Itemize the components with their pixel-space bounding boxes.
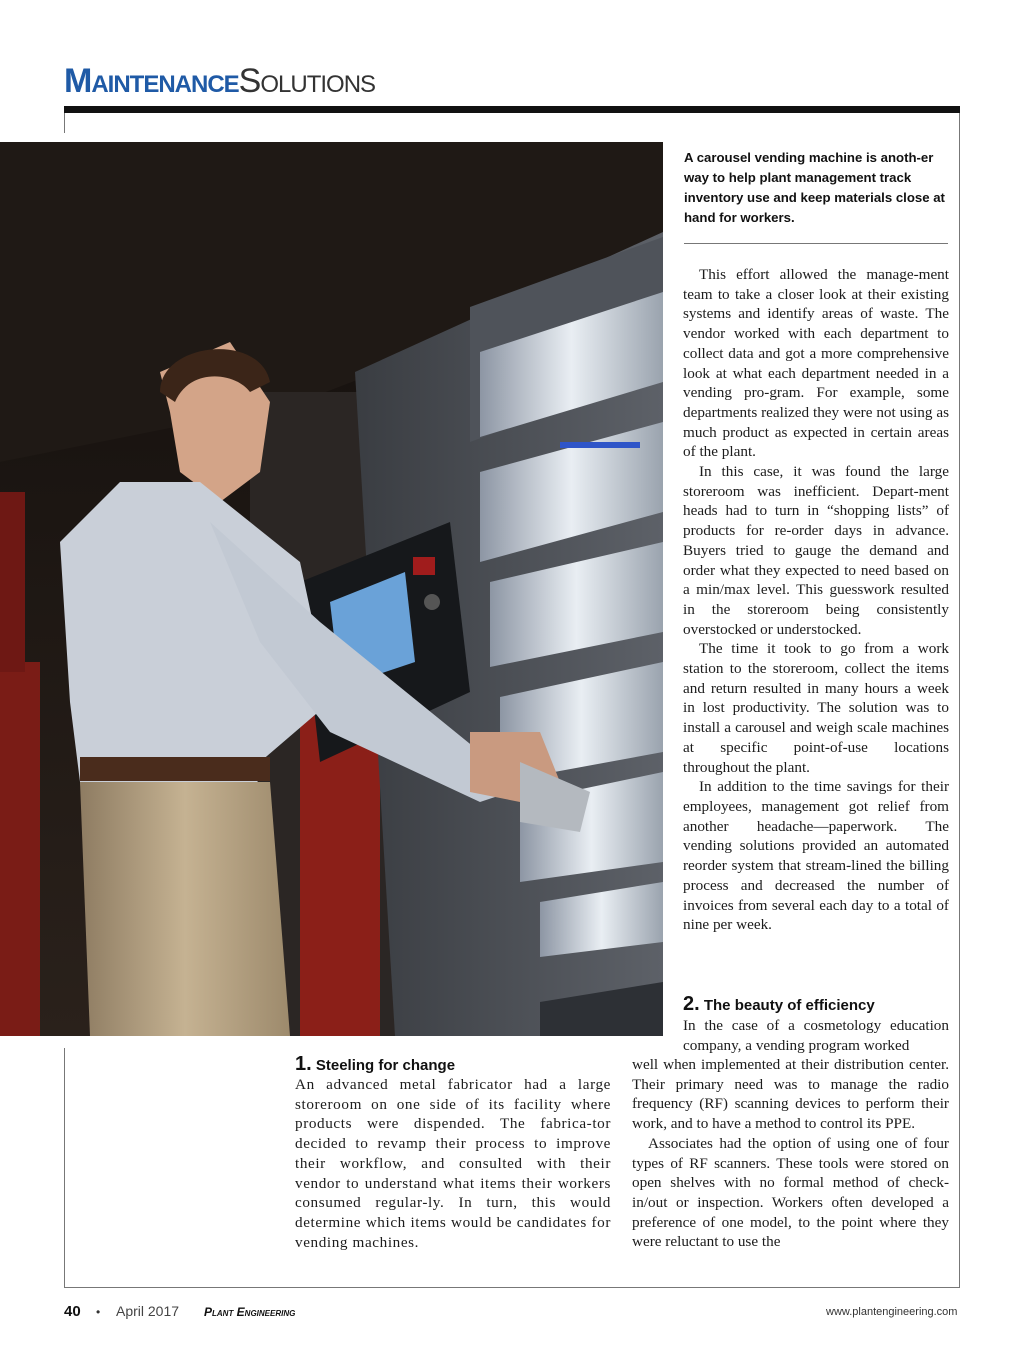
header-title-bold: Maintenance [64,62,239,100]
paragraph: In the case of a cosmetology education company, a vending program worked [683,1017,949,1054]
section-2-text-start [683,1016,949,1055]
paragraph: In addition to the time savings for their employees, management got relief from another headache—paperwork. The vending solutions provided an automated reorder system that stream-lined the billing process and decreased the number of invoices from several each day to a total of nine per week. [683,778,949,934]
section-1-text [295,1075,611,1252]
section-2-number: 2. [683,993,700,1015]
section-1-title: Steeling for change [315,1057,456,1074]
magazine-name: Plant Engineering [204,1305,296,1319]
frame-line [64,1287,960,1288]
photo-caption: A carousel vending machine is anoth-er way to help plant management track inventory use and keep materials close at hand for workers. [684,150,945,225]
section-2-text-continued [632,1055,949,1252]
website-url: www.plantengineering.com [826,1306,958,1318]
frame-line [64,113,65,133]
section-2-title: The beauty of efficiency [703,997,875,1014]
paragraph: In this case, it was found the large storeroom was inefficient. Depart-ment heads had to turn in “shopping lists” of products for re-order days in advance. Buyers tried to gauge the demand and order what they expected to need based on a min/max level. This guesswork resulted in the storeroom being consistently overstocked or understocked. [683,463,949,638]
paragraph: The time it took to go from a work station to the storeroom, collect the items and return resulted in many hours a week in lost productivity. The solution was to install a carousel and weigh scale machines at specific point-of-use locations throughout the plant. [683,640,949,776]
section-1-number: 1. [295,1053,312,1075]
caption-rule [684,243,948,244]
section-header [64,62,375,106]
header-rule [64,106,960,113]
footer-separator: • [96,1305,101,1319]
section-2-heading [683,994,875,1016]
paragraph: An advanced metal fabricator had a large storeroom on one side of its facility where products were dispended. The fabrica-tor decided to revamp their process to improve their workflow, and consulted with their vendor to understand what items their workers consumed regular-ly. In turn, this would determine which items would be candidates for vending machines. [295,1076,611,1251]
paragraph: Associates had the option of using one of four types of RF scanners. These tools were stored on open shelves with no formal method of check-in/out or inspection. Workers often developed a preference of one model, to the point where they were reluctant to use the [632,1134,949,1251]
paragraph: This effort allowed the manage-ment team to take a closer look at their existing systems and identify areas of waste. The vendor worked with each department to collect data and got a more comprehensive look at what each department needed in a vending pro-gram. For example, some departments realized they were not using as much product as expected in certain areas of the plant. [683,266,949,461]
section-1-heading [295,1054,455,1076]
paragraph: well when implemented at their distribution center. Their primary need was to manage the radio frequency (RF) scanning devices to perform their work, and to have a method to control its PPE. [632,1056,949,1133]
vending-machine-photo [0,142,663,1036]
article-column-right [683,265,949,935]
header-title-light: Solutions [238,62,376,100]
frame-line [959,113,960,1288]
issue-date: April 2017 [116,1303,180,1319]
frame-line [64,1048,65,1288]
page-number: 40 [64,1303,81,1320]
